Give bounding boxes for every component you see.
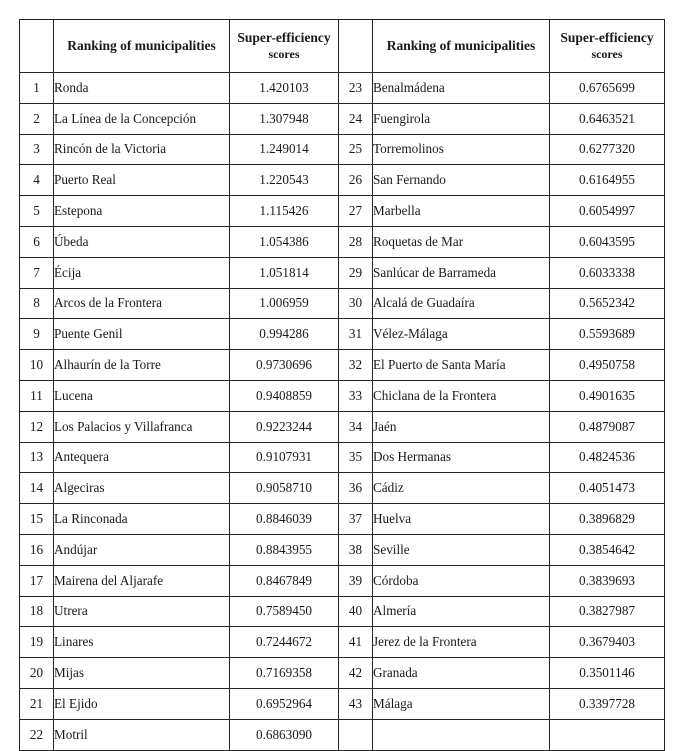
cell-right-score: 0.3827987 [550, 596, 665, 627]
table-row [20, 350, 665, 381]
cell-right-municipality: Málaga [373, 688, 550, 719]
cell-left-rank: 6 [20, 226, 54, 257]
cell-left-rank: 5 [20, 196, 54, 227]
table-row [20, 73, 665, 104]
cell-right-rank: 30 [339, 288, 373, 319]
cell-right-score: 0.3896829 [550, 504, 665, 535]
cell-right-score: 0.3501146 [550, 658, 665, 689]
cell-left-municipality: Andújar [54, 534, 230, 565]
cell-left-score: 0.8846039 [230, 504, 339, 535]
cell-left-municipality: Motril [54, 719, 230, 750]
cell-left-score: 0.7169358 [230, 658, 339, 689]
table-row [20, 596, 665, 627]
column-header-rank-right [339, 20, 373, 73]
cell-right-municipality: Córdoba [373, 565, 550, 596]
cell-left-municipality: Utrera [54, 596, 230, 627]
table-row [20, 257, 665, 288]
cell-right-rank: 41 [339, 627, 373, 658]
table-row [20, 411, 665, 442]
table-row [20, 534, 665, 565]
cell-left-municipality: Mairena del Aljarafe [54, 565, 230, 596]
column-header-municipality-right-label: Ranking of municipalities [386, 37, 536, 53]
cell-left-municipality: Puente Genil [54, 319, 230, 350]
table-row [20, 226, 665, 257]
cell-left-score: 0.8843955 [230, 534, 339, 565]
cell-left-rank: 7 [20, 257, 54, 288]
super-efficiency-ranking-table [19, 19, 665, 751]
cell-right-municipality: Torremolinos [373, 134, 550, 165]
cell-left-rank: 14 [20, 473, 54, 504]
cell-right-score: 0.3679403 [550, 627, 665, 658]
cell-left-rank: 2 [20, 103, 54, 134]
cell-left-rank: 18 [20, 596, 54, 627]
cell-right-score: 0.4824536 [550, 442, 665, 473]
cell-right-municipality: Cádiz [373, 473, 550, 504]
cell-right-score: 0.6054997 [550, 196, 665, 227]
cell-left-score: 0.994286 [230, 319, 339, 350]
cell-left-rank: 11 [20, 380, 54, 411]
cell-left-score: 1.249014 [230, 134, 339, 165]
cell-right-score: 0.4051473 [550, 473, 665, 504]
table-header [20, 20, 665, 73]
cell-left-rank: 12 [20, 411, 54, 442]
cell-right-municipality: Sanlúcar de Barrameda [373, 257, 550, 288]
table-row [20, 103, 665, 134]
cell-left-municipality: Mijas [54, 658, 230, 689]
cell-right-rank: 32 [339, 350, 373, 381]
cell-right-rank: 42 [339, 658, 373, 689]
cell-left-rank: 22 [20, 719, 54, 750]
column-header-score-right-line2: scores [591, 46, 623, 61]
cell-left-score: 0.9058710 [230, 473, 339, 504]
cell-right-municipality: Vélez-Málaga [373, 319, 550, 350]
cell-left-municipality: Antequera [54, 442, 230, 473]
cell-right-rank: 34 [339, 411, 373, 442]
cell-right-municipality: San Fernando [373, 165, 550, 196]
cell-left-municipality: Écija [54, 257, 230, 288]
cell-left-score: 0.9223244 [230, 411, 339, 442]
cell-left-municipality: Linares [54, 627, 230, 658]
column-header-score-left-line2: scores [268, 46, 300, 61]
cell-right-rank: 25 [339, 134, 373, 165]
column-header-score-right [550, 20, 665, 73]
cell-right-score: 0.6043595 [550, 226, 665, 257]
cell-left-rank: 3 [20, 134, 54, 165]
cell-right-rank: 33 [339, 380, 373, 411]
cell-right-score: 0.4879087 [550, 411, 665, 442]
cell-left-rank: 9 [20, 319, 54, 350]
cell-left-score: 1.051814 [230, 257, 339, 288]
column-header-score-left [230, 20, 339, 73]
cell-left-rank: 19 [20, 627, 54, 658]
cell-right-score: 0.4901635 [550, 380, 665, 411]
table-row [20, 196, 665, 227]
cell-right-rank: 37 [339, 504, 373, 535]
cell-right-municipality: Chiclana de la Frontera [373, 380, 550, 411]
cell-left-rank: 8 [20, 288, 54, 319]
cell-right-municipality: Alcalá de Guadaíra [373, 288, 550, 319]
cell-right-score: 0.5652342 [550, 288, 665, 319]
cell-left-score: 0.7589450 [230, 596, 339, 627]
cell-left-score: 0.9730696 [230, 350, 339, 381]
cell-right-municipality: Jaén [373, 411, 550, 442]
cell-right-score: 0.6765699 [550, 73, 665, 104]
cell-right-score: 0.6463521 [550, 103, 665, 134]
table-row [20, 627, 665, 658]
cell-right-municipality [373, 719, 550, 750]
column-header-score-left-line1: Super-efficiency [237, 30, 331, 46]
table-row [20, 134, 665, 165]
cell-left-score: 0.6863090 [230, 719, 339, 750]
cell-left-municipality: Úbeda [54, 226, 230, 257]
cell-left-score: 1.006959 [230, 288, 339, 319]
table-row [20, 319, 665, 350]
cell-left-rank: 20 [20, 658, 54, 689]
cell-right-rank: 24 [339, 103, 373, 134]
column-header-rank-left [20, 20, 54, 73]
cell-left-municipality: La Línea de la Concepción [54, 103, 230, 134]
cell-right-municipality: Marbella [373, 196, 550, 227]
cell-left-rank: 16 [20, 534, 54, 565]
cell-right-score: 0.4950758 [550, 350, 665, 381]
cell-right-score: 0.3397728 [550, 688, 665, 719]
cell-left-municipality: Los Palacios y Villafranca [54, 411, 230, 442]
cell-right-rank: 27 [339, 196, 373, 227]
cell-right-municipality: Almería [373, 596, 550, 627]
column-header-municipality-left-label: Ranking of municipalities [67, 37, 216, 53]
column-header-score-right-line1: Super-efficiency [560, 30, 654, 46]
cell-left-municipality: Arcos de la Frontera [54, 288, 230, 319]
cell-left-score: 0.9107931 [230, 442, 339, 473]
table-row [20, 565, 665, 596]
cell-left-rank: 1 [20, 73, 54, 104]
cell-right-rank: 43 [339, 688, 373, 719]
cell-right-rank: 36 [339, 473, 373, 504]
table-row [20, 165, 665, 196]
table-row [20, 473, 665, 504]
cell-right-score: 0.6033338 [550, 257, 665, 288]
cell-left-score: 0.9408859 [230, 380, 339, 411]
table-header-row [20, 20, 665, 73]
table-row [20, 719, 665, 750]
cell-right-municipality: Fuengirola [373, 103, 550, 134]
column-header-municipality-right [373, 20, 550, 73]
column-header-municipality-left [54, 20, 230, 73]
cell-right-municipality: Huelva [373, 504, 550, 535]
cell-left-municipality: Ronda [54, 73, 230, 104]
cell-left-municipality: El Ejido [54, 688, 230, 719]
cell-left-municipality: La Rinconada [54, 504, 230, 535]
table-row [20, 442, 665, 473]
cell-left-municipality: Algeciras [54, 473, 230, 504]
cell-left-score: 1.115426 [230, 196, 339, 227]
cell-right-rank: 28 [339, 226, 373, 257]
cell-left-municipality: Alhaurín de la Torre [54, 350, 230, 381]
cell-right-score: 0.3839693 [550, 565, 665, 596]
cell-right-rank: 31 [339, 319, 373, 350]
table-body [20, 73, 665, 751]
cell-left-rank: 4 [20, 165, 54, 196]
cell-left-municipality: Lucena [54, 380, 230, 411]
cell-left-rank: 21 [20, 688, 54, 719]
cell-right-municipality: Jerez de la Frontera [373, 627, 550, 658]
cell-left-score: 0.8467849 [230, 565, 339, 596]
cell-left-score: 1.420103 [230, 73, 339, 104]
cell-left-rank: 10 [20, 350, 54, 381]
table-row [20, 688, 665, 719]
cell-left-rank: 13 [20, 442, 54, 473]
cell-left-score: 1.307948 [230, 103, 339, 134]
cell-left-score: 1.054386 [230, 226, 339, 257]
cell-right-score [550, 719, 665, 750]
cell-right-rank: 26 [339, 165, 373, 196]
cell-left-score: 0.6952964 [230, 688, 339, 719]
cell-right-municipality: Roquetas de Mar [373, 226, 550, 257]
cell-right-municipality: Granada [373, 658, 550, 689]
cell-right-score: 0.6277320 [550, 134, 665, 165]
cell-right-rank: 39 [339, 565, 373, 596]
cell-right-rank: 23 [339, 73, 373, 104]
cell-right-municipality: Seville [373, 534, 550, 565]
cell-left-municipality: Puerto Real [54, 165, 230, 196]
cell-left-score: 1.220543 [230, 165, 339, 196]
cell-left-score: 0.7244672 [230, 627, 339, 658]
cell-right-rank [339, 719, 373, 750]
cell-right-municipality: Benalmádena [373, 73, 550, 104]
cell-right-rank: 35 [339, 442, 373, 473]
table-row [20, 504, 665, 535]
table-row [20, 288, 665, 319]
cell-right-score: 0.3854642 [550, 534, 665, 565]
cell-right-score: 0.5593689 [550, 319, 665, 350]
cell-left-rank: 17 [20, 565, 54, 596]
cell-right-municipality: El Puerto de Santa María [373, 350, 550, 381]
table-row [20, 380, 665, 411]
cell-left-municipality: Rincón de la Victoria [54, 134, 230, 165]
cell-left-rank: 15 [20, 504, 54, 535]
cell-right-rank: 38 [339, 534, 373, 565]
cell-right-score: 0.6164955 [550, 165, 665, 196]
table-row [20, 658, 665, 689]
cell-right-rank: 29 [339, 257, 373, 288]
cell-right-rank: 40 [339, 596, 373, 627]
cell-right-municipality: Dos Hermanas [373, 442, 550, 473]
cell-left-municipality: Estepona [54, 196, 230, 227]
